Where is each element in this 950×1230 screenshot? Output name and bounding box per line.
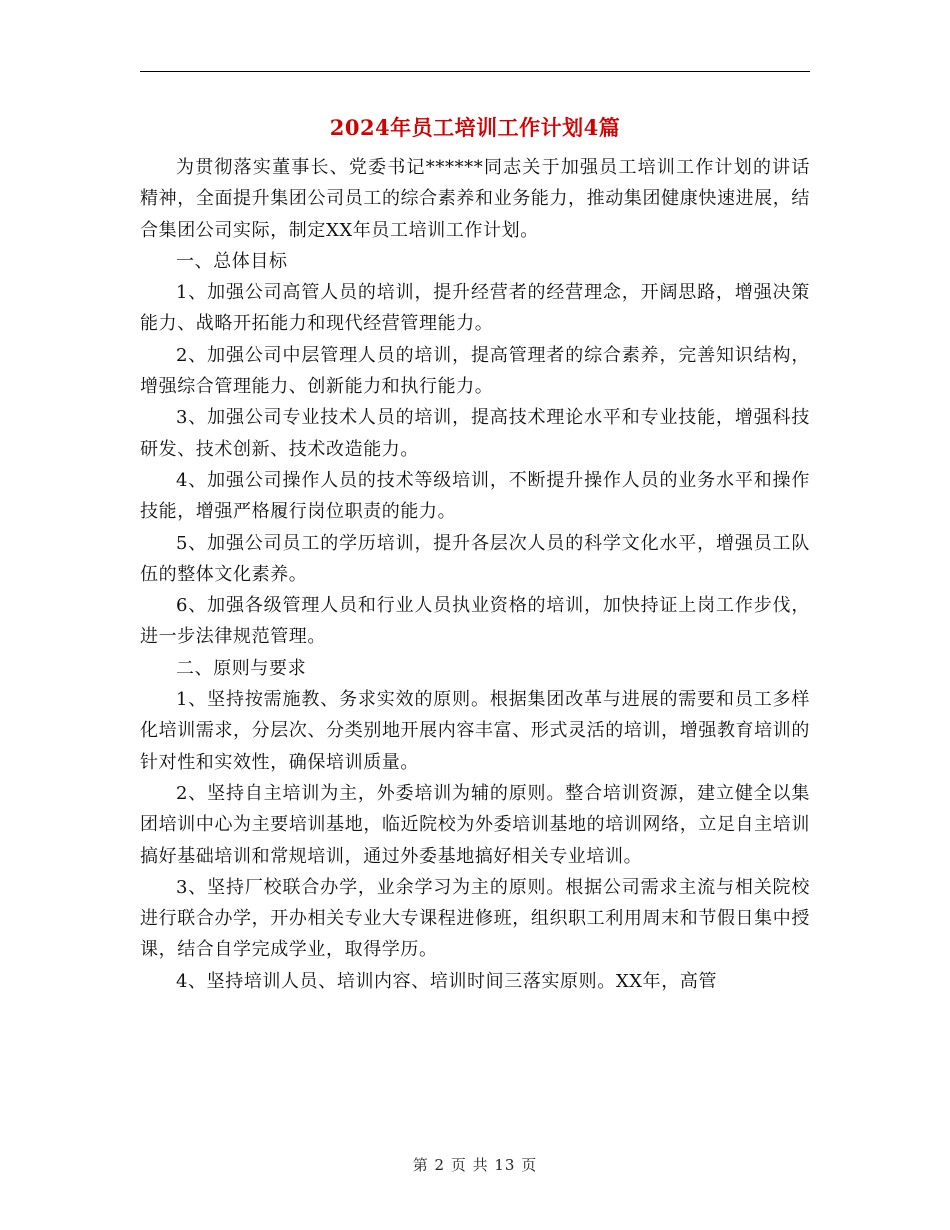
principle-item: 3、坚持厂校联合办学，业余学习为主的原则。根据公司需求主流与相关院校进行联合办学，开办相关专业大专课程进修班，组织职工利用周末和节假日集中授课，结合自学完成学业，取得学历。 [140,876,810,961]
goal-item: 3、加强公司专业技术人员的培训，提高技术理论水平和专业技能，增强科技研发、技术创新、技术改造能力。 [140,407,810,460]
goal-item: 1、加强公司高管人员的培训，提升经营者的经营理念，开阔思路，增强决策能力、战略开拓能力和现代经营管理能力。 [140,282,810,335]
goal-item: 6、加强各级管理人员和行业人员执业资格的培训，加快持证上岗工作步伐，进一步法律规范管理。 [140,595,810,648]
goal-item: 2、加强公司中层管理人员的培训，提高管理者的综合素养，完善知识结构，增强综合管理能力、创新能力和执行能力。 [140,344,810,398]
principle-item: 2、坚持自主培训为主，外委培训为辅的原则。整合培训资源，建立健全以集团培训中心为主要培训基地，临近院校为外委培训基地的培训网络，立足自主培训搞好基础培训和常规培训，通过外委基地搞好相关专业培训。 [140,782,810,867]
intro-paragraph: 为贯彻落实董事长、党委书记******同志关于加强员工培训工作计划的讲话精神，全面提升集团公司员工的综合素养和业务能力，推动集团健康快速进展，结合集团公司实际，制定XX年员工培训工作计划。 [140,157,810,241]
section-heading-goals: 一、总体目标 [176,250,288,272]
principle-item: 4、坚持培训人员、培训内容、培训时间三落实原则。XX年，高管 [176,970,718,992]
goal-item: 5、加强公司员工的学历培训，提升各层次人员的科学文化水平，增强员工队伍的整体文化素养。 [140,532,810,585]
page-number: 第 2 页 共 13 页 [412,1156,538,1174]
principle-item: 1、坚持按需施教、务求实效的原则。根据集团改革与进展的需要和员工多样化培训需求，分层次、分类别地开展内容丰富、形式灵活的培训，增强教育培训的针对性和实效性，确保培训质量。 [140,689,810,773]
goal-item: 4、加强公司操作人员的技术等级培训，不断提升操作人员的业务水平和操作技能，增强严格履行岗位职责的能力。 [140,469,810,523]
document-title: 2024年员工培训工作计划4篇 [329,115,621,140]
header-rule [140,71,810,72]
document-body [140,152,810,997]
section-heading-principles: 二、原则与要求 [176,657,307,679]
